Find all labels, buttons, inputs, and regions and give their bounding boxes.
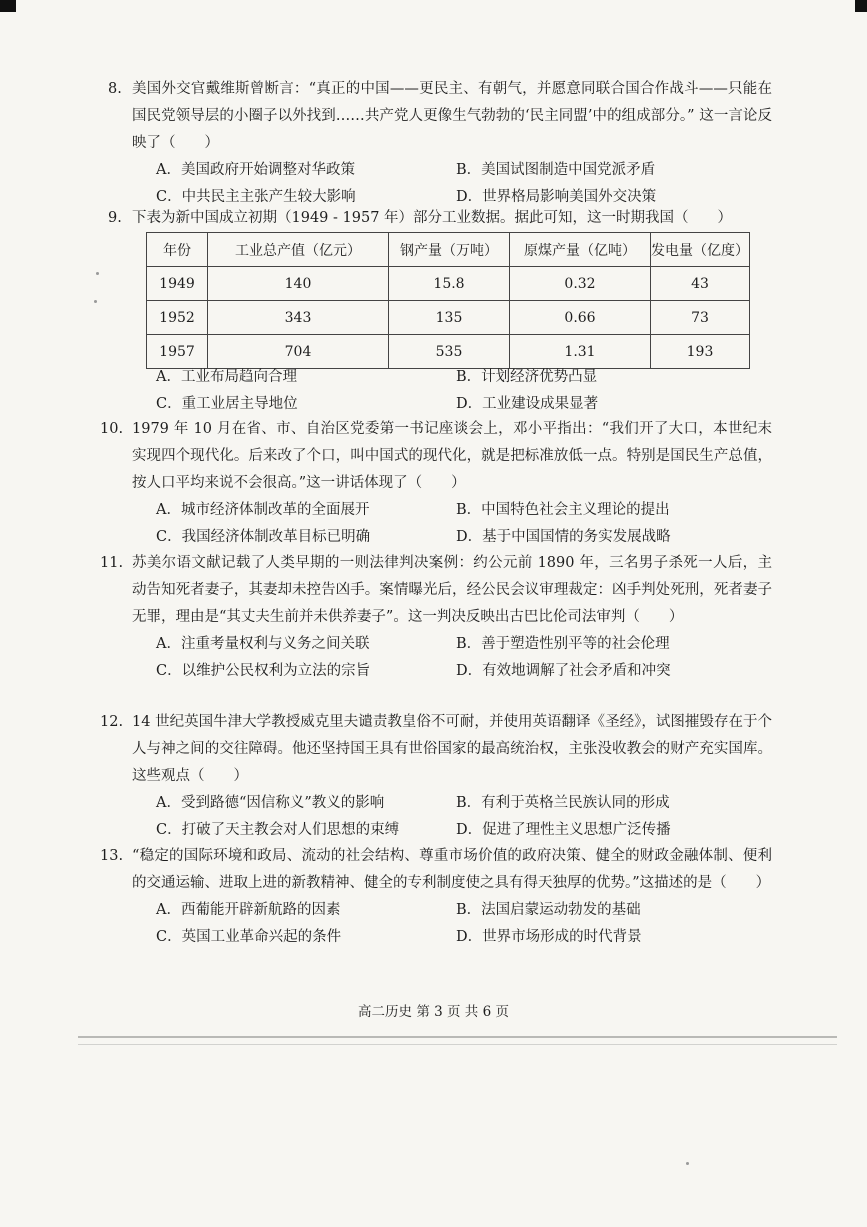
question-8 (108, 76, 772, 211)
table-cell: 343 (208, 301, 389, 335)
question-stem: “稳定的国际环境和政局、流动的社会结构、尊重市场价值的政府决策、健全的财政金融体制、便利的交通运输、进取上进的新教精神、健全的专利制度使之具有得天独厚的优势。”这描述的是（ ） (132, 848, 772, 891)
industry-data-table (146, 232, 750, 369)
table-cell: 43 (651, 267, 750, 301)
table-header-row (147, 233, 750, 267)
table-cell: 15.8 (389, 267, 510, 301)
question-number: 12. (100, 714, 124, 730)
question-stem: 下表为新中国成立初期（1949 - 1957 年）部分工业数据。据此可知，这一时期我国（ ） (132, 210, 733, 226)
table-row (147, 267, 750, 301)
table-cell: 73 (651, 301, 750, 335)
scan-speck (94, 300, 97, 303)
question-number: 11. (100, 555, 124, 571)
table-header-cell: 工业总产值（亿元） (208, 233, 389, 267)
option-a: A．西葡能开辟新航路的因素 (156, 902, 341, 918)
option-d: D．促进了理性主义思想广泛传播 (456, 822, 671, 838)
question-9-options (132, 364, 772, 418)
table-cell: 0.32 (510, 267, 651, 301)
question-number: 8. (108, 81, 122, 97)
option-c: C．中共民主主张产生较大影响 (156, 189, 356, 205)
question-stem: 14 世纪英国牛津大学教授威克里夫谴责教皇俗不可耐，并使用英语翻译《圣经》，试图摧毁存在于个人与神之间的交往障碍。他还坚持国王具有世俗国家的最高统治权，主张没收教会的财产充实国库。这些观点（ ） (132, 714, 772, 784)
option-list (156, 497, 772, 551)
option-c: C．重工业居主导地位 (156, 396, 298, 412)
option-b: B．有利于英格兰民族认同的形成 (456, 795, 670, 811)
question-stem: 美国外交官戴维斯曾断言：“真正的中国——更民主、有朝气，并愿意同联合国合作战斗——只能在国民党领导层的小圈子以外找到……共产党人更像生气勃勃的‘民主同盟’中的组成部分。” 这一言论反映了（ ） (132, 81, 772, 151)
option-d: D．工业建设成果显著 (456, 396, 599, 412)
option-list (156, 631, 772, 685)
question-11 (100, 550, 772, 685)
option-b: B．法国启蒙运动勃发的基础 (456, 902, 641, 918)
table-row (147, 301, 750, 335)
table-cell: 1957 (147, 335, 208, 369)
table-cell: 704 (208, 335, 389, 369)
option-list (156, 364, 772, 418)
table-cell: 1.31 (510, 335, 651, 369)
option-c: C．以维护公民权利为立法的宗旨 (156, 663, 371, 679)
table-header-cell: 原煤产量（亿吨） (510, 233, 651, 267)
option-d: D．基于中国国情的务实发展战略 (456, 529, 671, 545)
scan-corner-mark-right (855, 0, 867, 12)
scan-corner-mark-left (0, 0, 16, 12)
option-a: A．城市经济体制改革的全面展开 (156, 502, 370, 518)
option-c: C．我国经济体制改革目标已明确 (156, 529, 371, 545)
table-cell: 0.66 (510, 301, 651, 335)
table-cell: 135 (389, 301, 510, 335)
option-a: A．美国政府开始调整对华政策 (156, 162, 355, 178)
option-b: B．计划经济优势凸显 (456, 369, 598, 385)
scan-speck (686, 1162, 689, 1165)
option-list (156, 157, 772, 211)
option-d: D．世界格局影响美国外交决策 (456, 189, 657, 205)
option-c: C．英国工业革命兴起的条件 (156, 929, 342, 945)
table-cell: 193 (651, 335, 750, 369)
option-c: C．打破了天主教会对人们思想的束缚 (156, 822, 400, 838)
option-list (156, 790, 772, 844)
option-b: B．善于塑造性别平等的社会伦理 (456, 636, 670, 652)
option-d: D．有效地调解了社会矛盾和冲突 (456, 663, 671, 679)
table-cell: 140 (208, 267, 389, 301)
option-a: A．工业布局趋向合理 (156, 369, 297, 385)
option-b: B．中国特色社会主义理论的提出 (456, 502, 670, 518)
scan-edge-line (78, 1036, 837, 1038)
question-10 (100, 416, 772, 551)
question-stem: 1979 年 10 月在省、市、自治区党委第一书记座谈会上，邓小平指出：“我们开了大口，本世纪末实现四个现代化。后来改了个口，叫中国式的现代化，就是把标准放低一点。特别是国民生产总值，按人口平均来说不会很高。”这一讲话体现了（ ） (132, 421, 772, 491)
question-12 (100, 709, 772, 844)
table-header-cell: 发电量（亿度） (651, 233, 750, 267)
question-13 (100, 843, 772, 951)
table-header-cell: 年份 (147, 233, 208, 267)
table-header-cell: 钢产量（万吨） (389, 233, 510, 267)
option-list (156, 897, 772, 951)
option-a: A．注重考量权利与义务之间关联 (156, 636, 370, 652)
question-9 (108, 205, 772, 232)
scan-edge-line (78, 1044, 837, 1045)
option-a: A．受到路德“因信称义”教义的影响 (156, 795, 385, 811)
question-number: 9. (108, 210, 122, 226)
question-number: 13. (100, 848, 124, 864)
table-cell: 1949 (147, 267, 208, 301)
table-cell: 1952 (147, 301, 208, 335)
page-footer: 高二历史 第 3 页 共 6 页 (358, 1004, 509, 1020)
question-stem: 苏美尔语文献记载了人类早期的一则法律判决案例：约公元前 1890 年，三名男子杀死一人后，主动告知死者妻子，其妻却未控告凶手。案情曝光后，经公民会议审理裁定：凶手判处死刑，死者妻子无罪，理由是“其丈夫生前并未供养妻子”。这一判决反映出古巴比伦司法审判（ ） (132, 555, 772, 625)
scan-speck (96, 272, 99, 275)
option-d: D．世界市场形成的时代背景 (456, 929, 642, 945)
table-cell: 535 (389, 335, 510, 369)
option-b: B．美国试图制造中国党派矛盾 (456, 162, 656, 178)
question-number: 10. (100, 421, 124, 437)
